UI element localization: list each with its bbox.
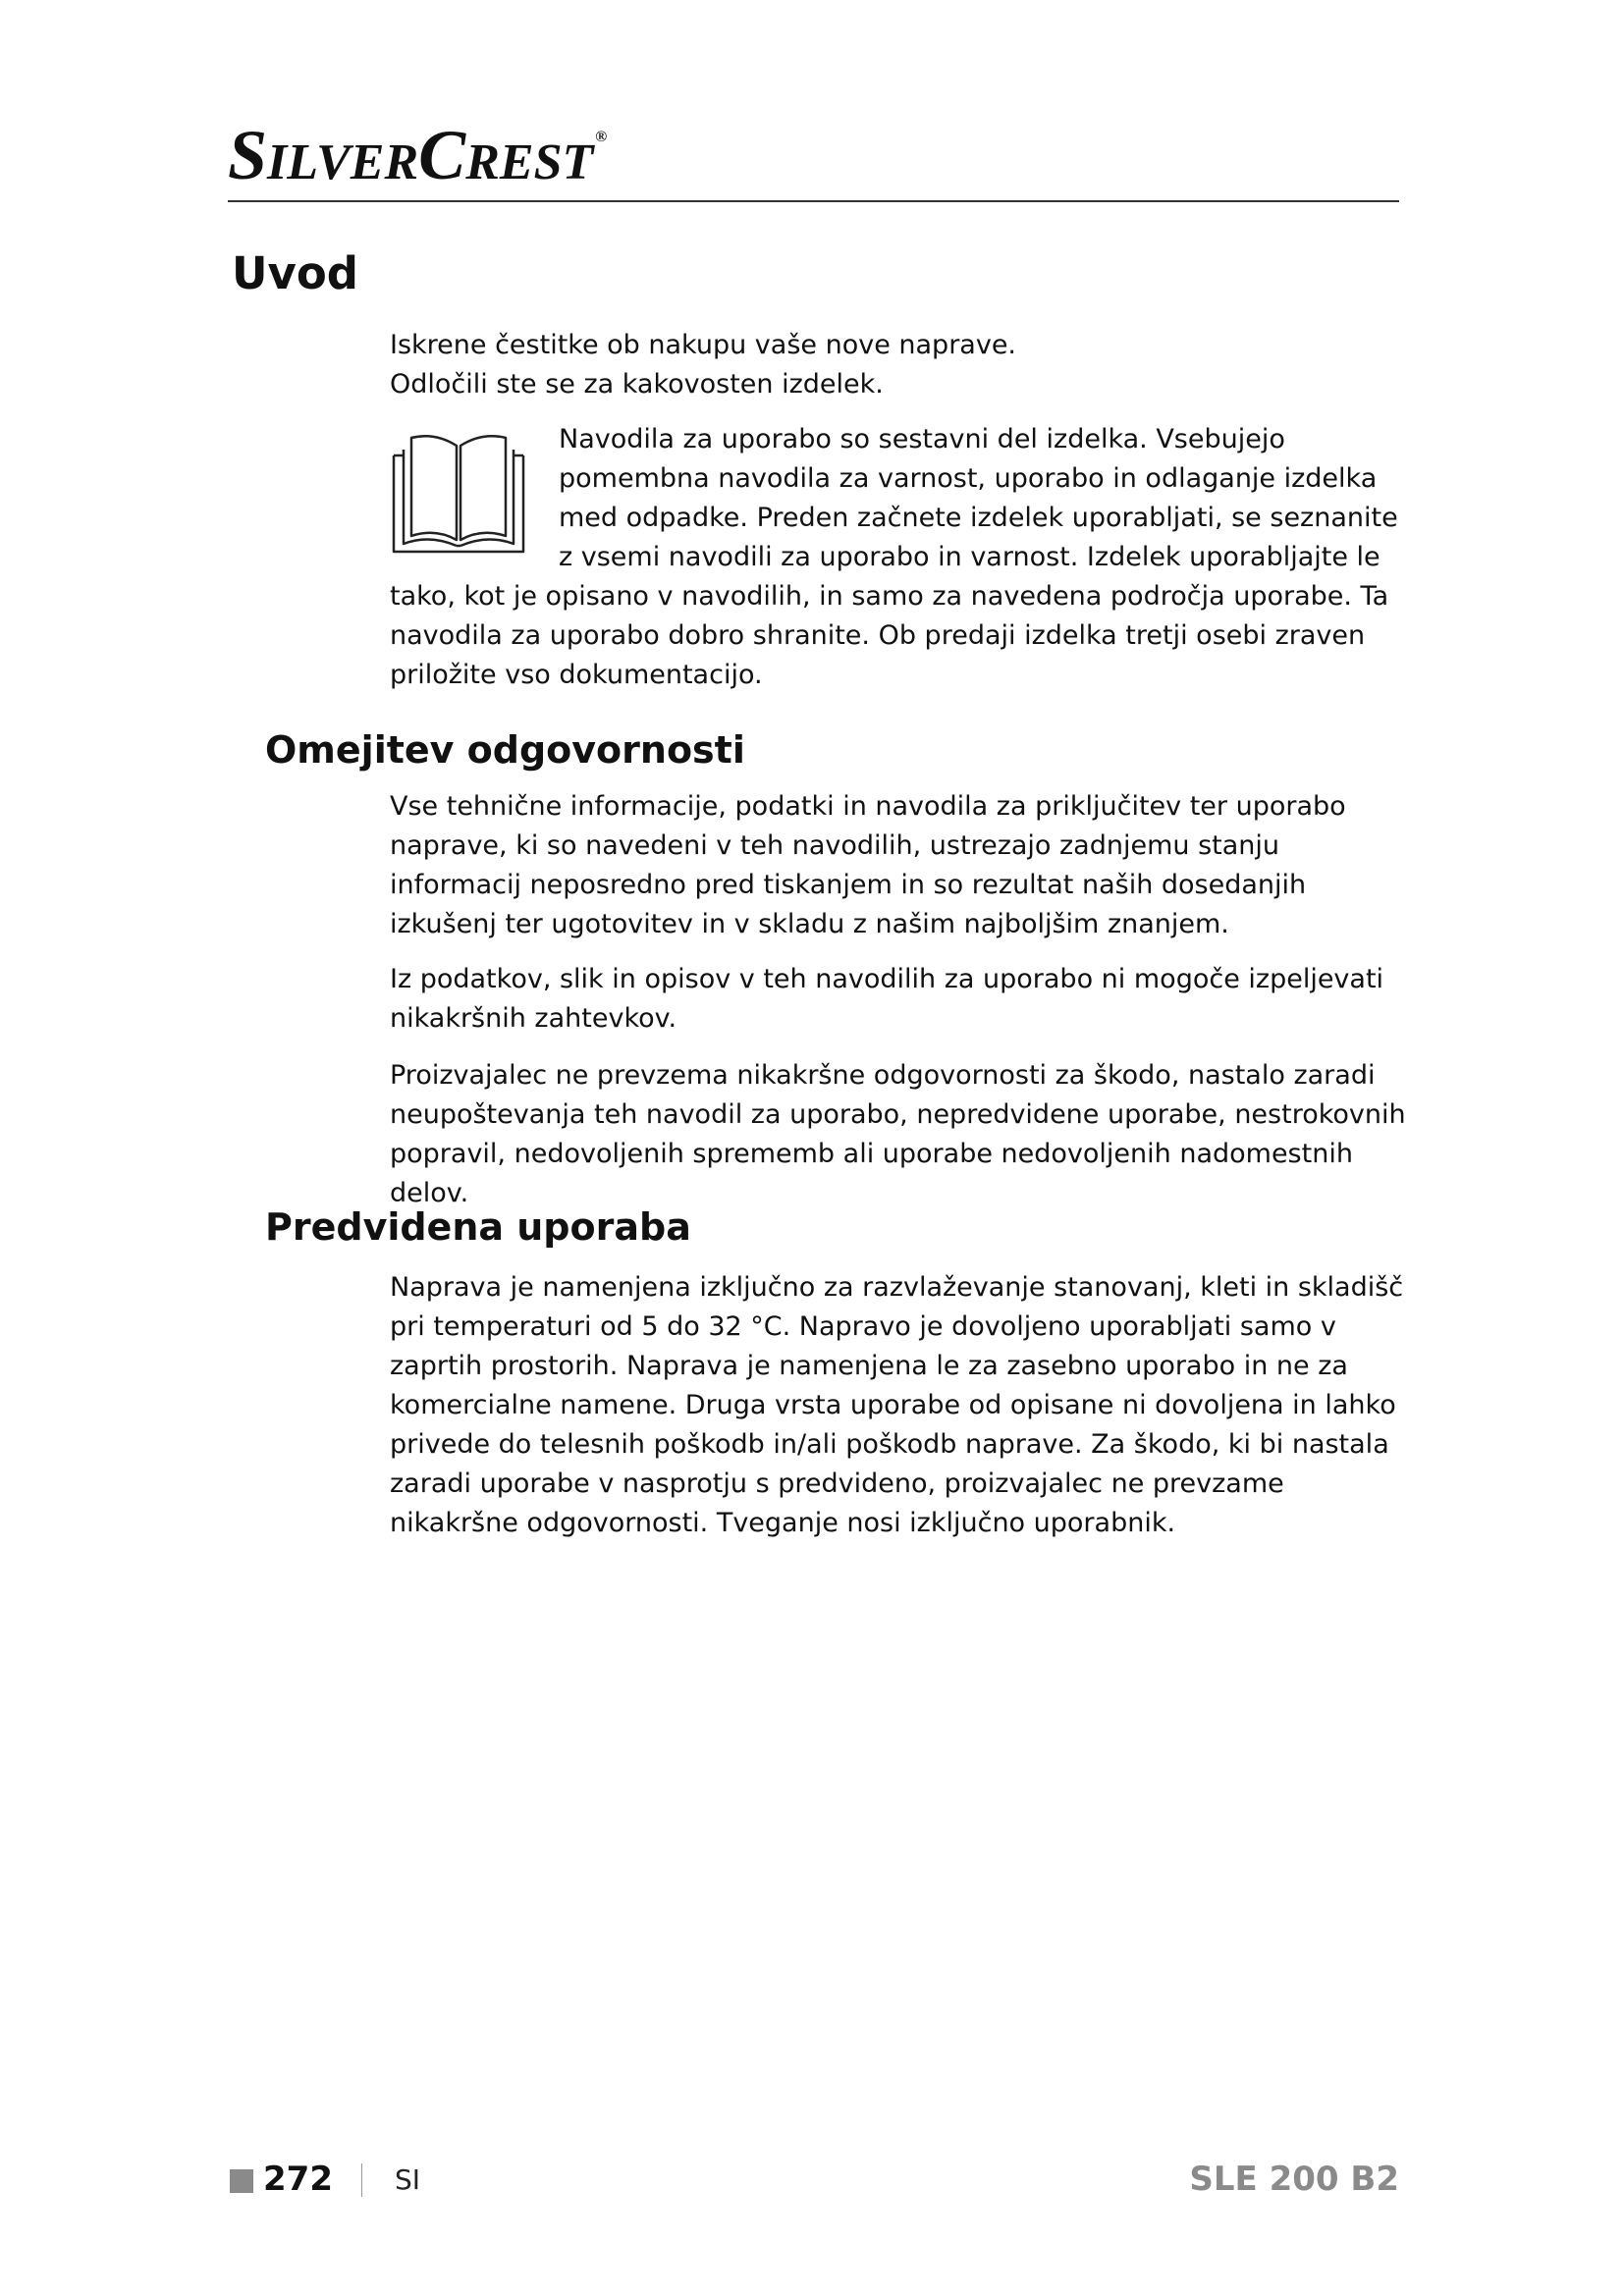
liability-paragraph-1: Vse tehnične informacije, podatki in navodila za priključitev ter uporabo naprave, ki so navedeni v teh navodilih, ustrezajo zadnjemu stanju informacij neposredno pred tiskanjem in so rezultat naših dosedanjih izkušenj ter ugotovitev in v skladu z našim najboljšim znanjem. (390, 791, 1346, 939)
page-footer (228, 2158, 1399, 2207)
section-title-liability: Omejitev odgovornosti (265, 728, 745, 772)
header-divider (228, 200, 1399, 202)
footer-separator (361, 2163, 362, 2197)
logo-part-ilver: ILVER (267, 134, 419, 190)
book-icon (390, 426, 527, 559)
page-number: 272 (263, 2160, 333, 2199)
brand-logo (228, 116, 608, 194)
logo-part-rest: REST (465, 134, 594, 190)
manual-notice (390, 420, 1406, 695)
logo-initial-s: S (228, 116, 268, 194)
liability-paragraph-3: Proizvajalec ne prevzema nikakršne odgovornosti za škodo, nastalo zaradi neupoštevanja teh navodil za uporabo, nepredvidene uporabe, nestrokovnih popravil, nedovoljenih sprememb ali uporabe nedovoljenih nadomestnih delov. (390, 1060, 1406, 1208)
intro-line-2: Odločili ste se za kakovosten izdelek. (390, 369, 884, 400)
language-code: SI (395, 2163, 421, 2196)
intended-use-paragraph: Naprava je namenjena izključno za razvlaževanje stanovanj, kleti in skladišč pri temperaturi od 5 do 32 °C. Napravo je dovoljeno uporabljati samo v zaprtih prostorih. Naprava je namenjena le za zasebno uporabo in ne za komercialne namene. Druga vrsta uporabe od opisane ni dovoljena in lahko privede do telesnih poškodb in/ali poškodb naprave. Za škodo, ki bi nastala zaradi uporabe v nasprotju s predvideno, proizvajalec ne prevzame nikakršne odgovornosti. Tveganje nosi izključno uporabnik. (390, 1272, 1404, 1538)
section-title-intended-use: Predvidena uporaba (265, 1205, 691, 1249)
liability-paragraph-2: Iz podatkov, slik in opisov v teh navodilih za uporabo ni mogoče izpeljevati nikakršnih zahtevkov. (390, 964, 1384, 1034)
square-marker-icon (230, 2169, 253, 2193)
intro-line-1: Iskrene čestitke ob nakupu vaše nove naprave. (390, 330, 1017, 360)
model-number: SLE 200 B2 (1189, 2160, 1399, 2199)
registered-mark: ® (595, 129, 608, 145)
section-title-intro: Uvod (232, 247, 359, 299)
manual-notice-text: Navodila za uporabo so sestavni del izdelka. Vsebujejo pomembna navodila za varnost, uporabo in odlaganje izdelka med odpadke. Preden začnete izdelek uporabljati, se seznanite z vsemi navodili za uporabo in varnost. Izdelek uporabljajte le tako, kot je opisano v navodilih, in samo za navedena področja uporabe. Ta navodila za uporabo dobro shranite. Ob predaji izdelka tretji osebi zraven priložite vso dokumentacijo. (390, 424, 1398, 690)
logo-initial-c: C (418, 116, 466, 194)
